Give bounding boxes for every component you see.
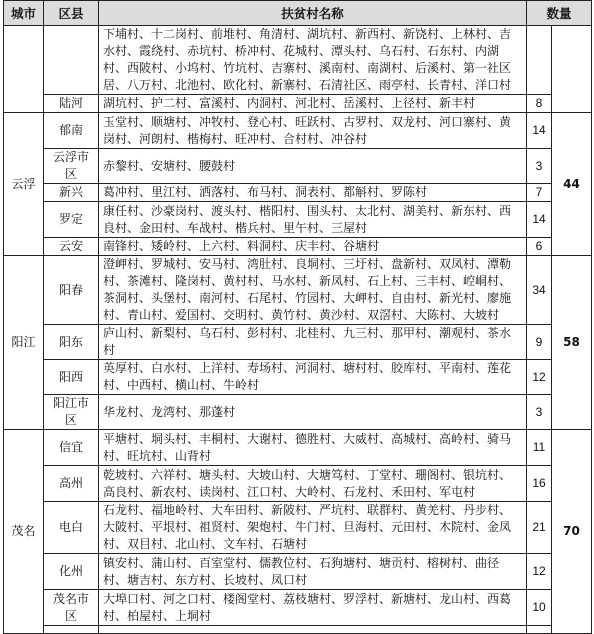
county-cell [44,26,99,95]
county-cell: 高州 [44,466,99,502]
poverty-village-table [3,0,592,634]
village-list-cell: 庐山村、新梨村、乌石村、彭村村、北桂村、九三村、那甲村、潮观村、茶水村 [99,325,527,360]
count-cell: 8 [527,95,552,113]
village-list-cell: 湖坑村、护二村、富溪村、内洞村、河北村、岳溪村、上径村、新丰村 [99,95,527,113]
village-list-cell: 康任村、沙豪岗村、渡头村、楷阳村、围头村、太北村、湖美村、新东村、西良村、金田村、车战村、楷兵村、里午村、三屋村 [99,202,527,238]
county-cell: 新兴 [44,184,99,202]
village-list-cell: 大埠口村、河之口村、楼阁堂村、荔枝塘村、罗浮村、新塘村、龙山村、西葛村、柏屋村、上垌村 [99,590,527,626]
county-cell [44,626,99,634]
header-villages: 扶贫村名称 [99,1,527,26]
count-cell: 21 [527,502,552,554]
village-list-cell: 平塘村、垌头村、丰桐村、大谢村、德胜村、大威村、高城村、高岭村、骑马村、旺坑村、山背村 [99,430,527,466]
county-cell: 云安 [44,238,99,256]
county-cell: 信宜 [44,430,99,466]
count-cell: 14 [527,113,552,149]
count-cell: 3 [527,149,552,184]
table-row [4,149,592,184]
count-cell: 10 [527,590,552,626]
county-cell: 阳江市区 [44,395,99,430]
city-cell: 茂名 [4,430,44,634]
table-row [4,238,592,256]
county-cell: 茂名市区 [44,590,99,626]
table-row [4,325,592,360]
county-cell: 陆河 [44,95,99,113]
table-row [4,626,592,634]
village-list-cell: 葛冲村、里江村、洒落村、布马村、洞表村、都斛村、罗陈村 [99,184,527,202]
city-cell: 云浮 [4,113,44,256]
village-list-cell: 澄岬村、罗城村、安马村、湾肚村、良垌村、三圩村、盘新村、双凤村、潭勒村、茶滩村、隆岗村、黄村村、马水村、新凤村、石上村、三丰村、崆峒村、茶洞村、头堡村、南河村、石尾村、竹园村、大岬村、自由村、新光村、廖施村、青山村、爱国村、交明村、黄竹村、黄沙村、双滘村、大陈村、大坡村 [99,256,527,325]
county-cell: 郁南 [44,113,99,149]
village-list-cell: 乾坡村、六祥村、塘头村、大坡山村、大塘笃村、丁堂村、珊阁村、银坑村、高良村、新农村、读岗村、江口村、大岭村、石龙村、禾田村、军屯村 [99,466,527,502]
count-cell: 9 [527,325,552,360]
city-total-cell: 58 [552,256,592,430]
table-row [4,502,592,554]
village-list-cell: 南锋村、矮岭村、上六村、料洞村、庆丰村、谷塘村 [99,238,527,256]
count-cell: 16 [527,466,552,502]
table-row [4,113,592,149]
table-row [4,26,592,95]
table-row [4,256,592,325]
village-list-cell [99,626,527,634]
table-header-row [4,1,592,26]
table-row [4,590,592,626]
header-count: 数量 [527,1,592,26]
count-cell: 12 [527,554,552,590]
count-cell: 3 [527,395,552,430]
count-cell: 6 [527,238,552,256]
city-cell [4,26,44,113]
city-total-cell [552,26,592,113]
header-city: 城市 [4,1,44,26]
count-cell: 14 [527,202,552,238]
village-list-cell: 石龙村、福地岭村、大车田村、新陂村、严坑村、联群村、黄羌村、丹步村、大陂村、平垠村、祖贤村、架炮村、牛门村、旦海村、元田村、木院村、金凤村、双目村、北山村、文车村、石塘村 [99,502,527,554]
table-row [4,430,592,466]
table-row [4,466,592,502]
table-row [4,202,592,238]
header-county: 区县 [44,1,99,26]
table-row [4,554,592,590]
village-list-cell: 下埔村、十二岗村、前堆村、角清村、湖坑村、新西村、新饶村、上林村、吉水村、霞绕村、赤坑村、桥冲村、花城村、潭头村、乌石村、石东村、内湖村、西陂村、小坞村、竹坑村、吉寨村、溪南村、南湖村、后溪村、第一社区居、八万村、北池村、欧化村、新寨村、石清社区、雨亭村、长青村、洋口村 [99,26,527,95]
count-cell: 34 [527,256,552,325]
city-total-cell: 70 [552,430,592,634]
city-cell: 阳江 [4,256,44,430]
count-cell [527,26,552,95]
county-cell: 阳西 [44,360,99,395]
table-row [4,360,592,395]
village-list-cell: 英厚村、白水村、上洋村、寿场村、河洞村、塘村村、胶库村、平南村、莲花村、中西村、横山村、牛岭村 [99,360,527,395]
county-cell: 化州 [44,554,99,590]
county-cell: 罗定 [44,202,99,238]
village-list-cell: 赤黎村、安塘村、腰鼓村 [99,149,527,184]
village-list-cell: 镇安村、蒲山村、百室堂村、儒教位村、石狗塘村、塘贡村、榕树村、曲径村、塘吉村、东方村、长坡村、凤口村 [99,554,527,590]
count-cell: 12 [527,360,552,395]
village-list-cell: 华龙村、龙湾村、那蓬村 [99,395,527,430]
county-cell: 电白 [44,502,99,554]
county-cell: 云浮市区 [44,149,99,184]
village-list-cell: 玉堂村、顺塘村、冲牧村、登心村、旺跃村、古罗村、双龙村、河口寨村、黄岗村、河朗村、楷梅村、旺冲村、合村村、冲谷村 [99,113,527,149]
county-cell: 阳春 [44,256,99,325]
city-total-cell: 44 [552,113,592,256]
table-row [4,395,592,430]
table-row [4,95,592,113]
count-cell: 11 [527,430,552,466]
count-cell [527,626,552,634]
county-cell: 阳东 [44,325,99,360]
table-row [4,184,592,202]
count-cell: 7 [527,184,552,202]
